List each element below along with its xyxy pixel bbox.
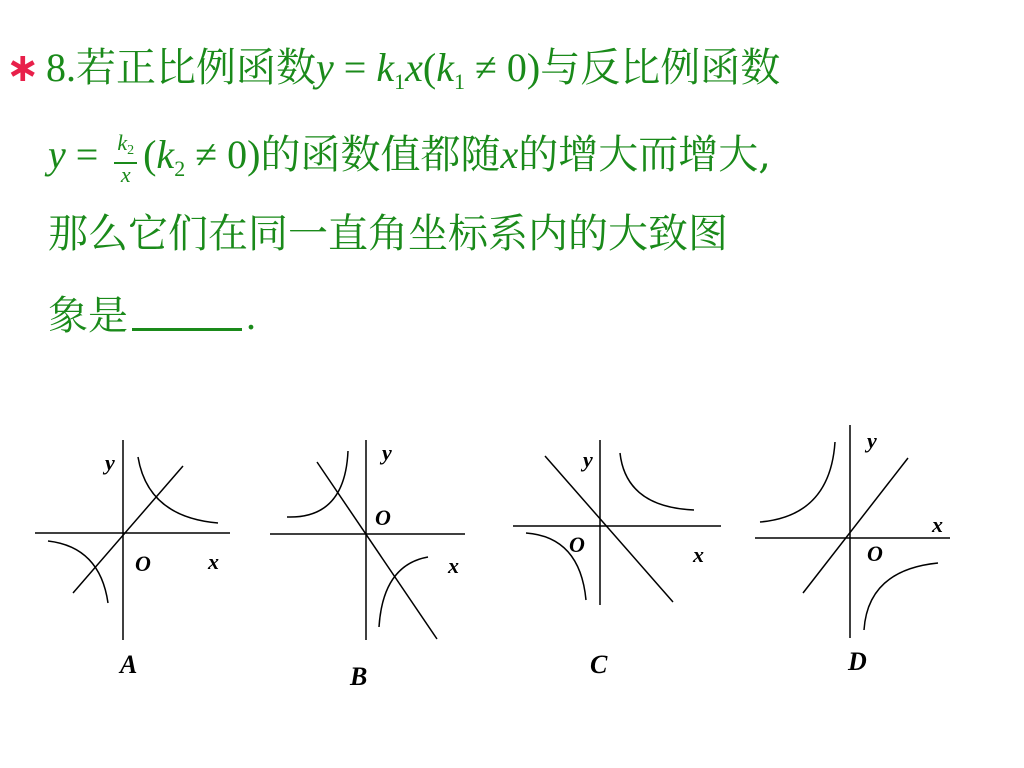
y-axis-label: y <box>583 447 593 472</box>
hyperbola-branch-upper <box>760 442 835 522</box>
option-label: B <box>350 662 368 691</box>
question-text-4: 象是 <box>48 293 128 339</box>
proportional-line <box>73 466 183 593</box>
x-axis-label: x <box>448 553 459 578</box>
y-axis-label: y <box>382 440 392 465</box>
origin-label: O <box>135 551 151 576</box>
question-text-2a: 的函数值都随 <box>260 132 501 179</box>
graph-option-b[interactable] <box>265 435 475 690</box>
graph-option-c[interactable] <box>508 435 728 685</box>
question-line-2 <box>48 132 771 186</box>
asterisk-icon: ∗ <box>6 45 40 91</box>
proportional-line <box>317 462 437 639</box>
answer-blank[interactable] <box>132 294 242 331</box>
graph-option-a[interactable] <box>30 435 240 685</box>
formula-direct-proportion: $y = k_1x(k_1 \ne 0)$ <box>316 45 541 94</box>
question-line-1-content <box>46 45 781 94</box>
x-axis-label: x <box>932 512 943 537</box>
question-line-3: 那么它们在同一直角坐标系内的大致图 <box>48 211 728 257</box>
question-text-1b: 与反比例函数 <box>540 45 781 91</box>
question-number: 8. <box>46 45 76 90</box>
formula-inverse-proportion: y = $\frac{k_2}{x}$ $(k_2 \ne 0)$ <box>48 130 261 187</box>
hyperbola-branch-lower <box>864 563 938 630</box>
origin-label: O <box>569 532 585 557</box>
hyperbola-branch-upper <box>138 457 218 523</box>
question-text-1a: 若正比例函数 <box>76 45 316 91</box>
origin-label: O <box>867 541 883 566</box>
hyperbola-branch-upper <box>287 451 348 517</box>
question-period: . <box>246 293 256 338</box>
fraction-k2-over-x: $\frac{k_2}{x}$ <box>114 132 137 186</box>
origin-label: O <box>375 505 391 530</box>
hyperbola-branch-lower <box>379 557 428 627</box>
question-line-4 <box>48 293 256 339</box>
option-label: A <box>120 650 138 679</box>
option-label: D <box>848 647 867 676</box>
x-axis-label: x <box>693 542 704 567</box>
graph-option-d[interactable] <box>750 420 960 682</box>
x-axis-label: x <box>208 549 219 574</box>
y-axis-label: y <box>867 428 877 453</box>
option-label: C <box>590 650 608 679</box>
question-text-2b: 的增大而增大, <box>518 132 771 179</box>
hyperbola-branch-lower <box>48 541 108 603</box>
proportional-line <box>803 458 908 593</box>
variable-x: x <box>500 132 519 178</box>
hyperbola-branch-upper <box>620 453 694 510</box>
y-axis-label: y <box>105 450 115 475</box>
proportional-line <box>545 456 673 602</box>
